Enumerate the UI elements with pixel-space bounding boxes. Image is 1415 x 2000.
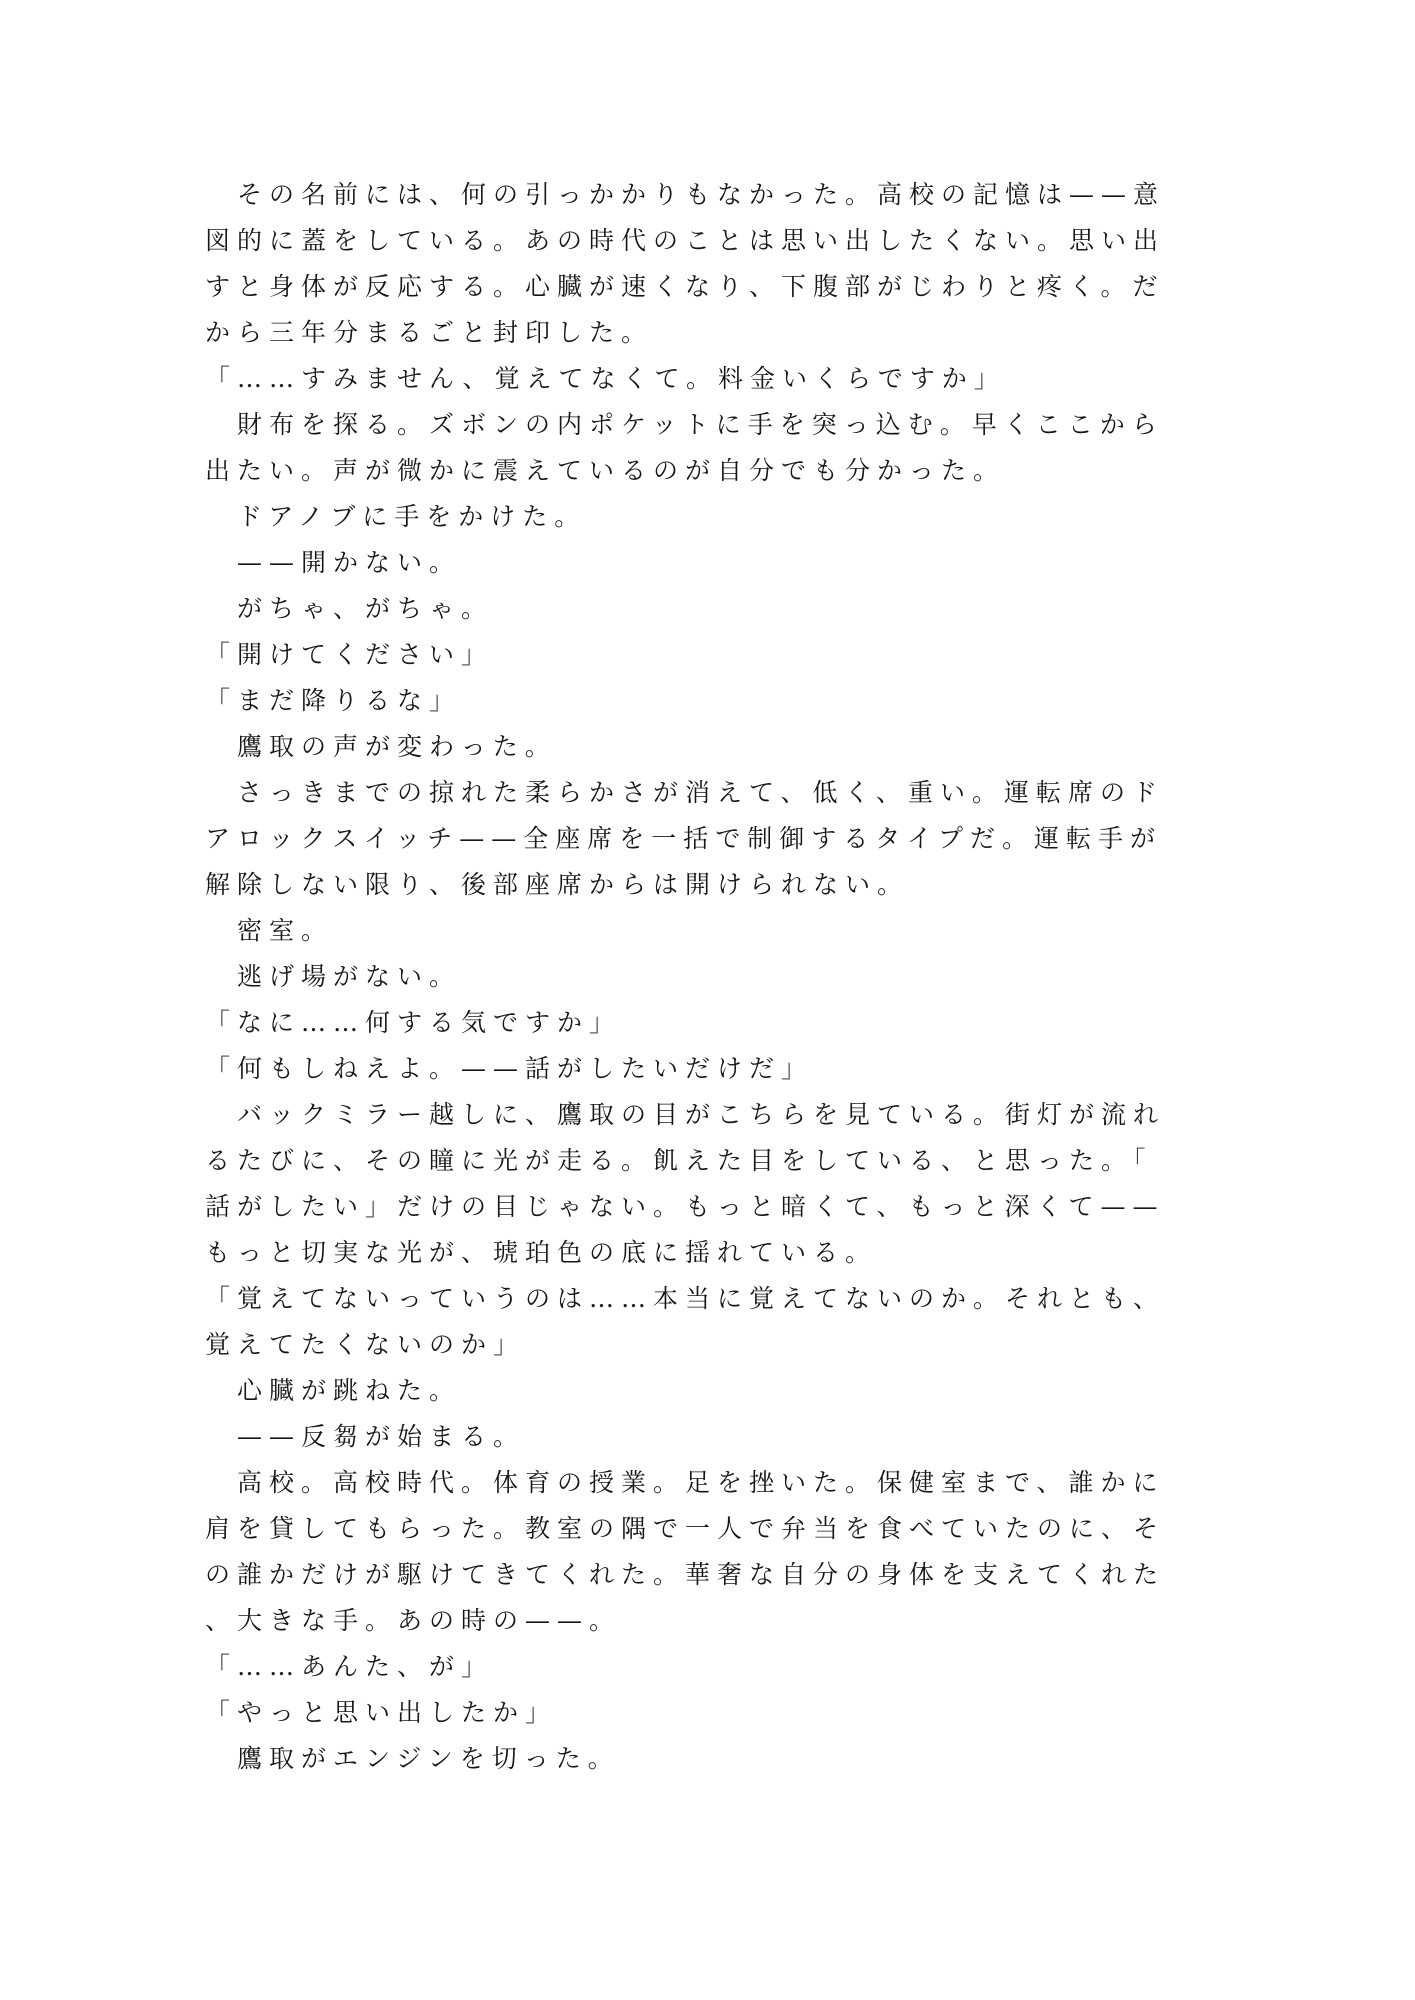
text-line: の誰かだけが駆けてきてくれた。華奢な自分の身体を支えてくれた — [205, 1560, 1166, 1589]
text-line: 出たい。声が微かに震えているのが自分でも分かった。 — [205, 456, 1006, 485]
dialogue-line: 覚えてたくないのか」 — [205, 1330, 526, 1359]
dialogue-line: 「開けてください」 — [205, 640, 494, 669]
text-line: 財布を探る。ズボンの内ポケットに手を突っ込む。早くここから — [205, 410, 1164, 439]
text-line: 高校。高校時代。体育の授業。足を挫いた。保健室まで、誰かに — [205, 1468, 1165, 1497]
text-line: 心臓が跳ねた。 — [205, 1376, 462, 1405]
text-line: 逃げ場がない。 — [205, 962, 462, 991]
text-line: がちゃ、がちゃ。 — [205, 594, 494, 623]
dialogue-line: 「……すみません、覚えてなくて。料金いくらですか」 — [205, 364, 1006, 393]
text-line: 鷹取の声が変わった。 — [205, 732, 557, 761]
text-line: 図的に蓋をしている。あの時代のことは思い出したくない。思い出 — [205, 226, 1166, 255]
text-line: ——開かない。 — [205, 548, 462, 577]
text-line: もっと切実な光が、琥珀色の底に揺れている。 — [205, 1238, 878, 1267]
text-line: から三年分まるごと封印した。 — [205, 318, 654, 347]
dialogue-line: 「……あんた、が」 — [205, 1652, 494, 1681]
dialogue-line: 「何もしねえよ。——話がしたいだけだ」 — [205, 1054, 814, 1083]
text-line: ——反芻が始まる。 — [205, 1422, 526, 1451]
text-line: すと身体が反応する。心臓が速くなり、下腹部がじわりと疼く。だ — [205, 272, 1165, 301]
text-line: 話がしたい」だけの目じゃない。もっと暗くて、もっと深くて—— — [205, 1192, 1165, 1221]
dialogue-line: 「なに……何する気ですか」 — [205, 1008, 622, 1037]
dialogue-line: 「まだ降りるな」 — [205, 686, 462, 715]
text-line: 密室。 — [205, 916, 334, 945]
text-line: アロックスイッチ——全座席を一括で制御するタイプだ。運転手が — [205, 824, 1163, 853]
text-line: 肩を貸してもらった。教室の隅で一人で弁当を食べていたのに、そ — [205, 1514, 1166, 1543]
text-line: バックミラー越しに、鷹取の目がこちらを見ている。街灯が流れ — [205, 1100, 1166, 1129]
dialogue-line: 「覚えてないっていうのは……本当に覚えてないのか。それとも、 — [205, 1284, 1166, 1313]
text-line: ドアノブに手をかけた。 — [205, 502, 587, 531]
text-line: さっきまでの掠れた柔らかさが消えて、低く、重い。運転席のド — [205, 778, 1165, 807]
text-line: 鷹取がエンジンを切った。 — [205, 1744, 620, 1773]
text-line: 解除しない限り、後部座席からは開けられない。 — [205, 870, 910, 899]
body-text — [205, 172, 1195, 1782]
text-line: その名前には、何の引っかかりもなかった。高校の記憶は——意 — [205, 180, 1166, 209]
text-line: るたびに、その瞳に光が走る。飢えた目をしている、と思った。「 — [205, 1146, 1153, 1175]
text-line: 、大きな手。あの時の——。 — [205, 1606, 622, 1635]
dialogue-line: 「やっと思い出したか」 — [205, 1698, 558, 1727]
